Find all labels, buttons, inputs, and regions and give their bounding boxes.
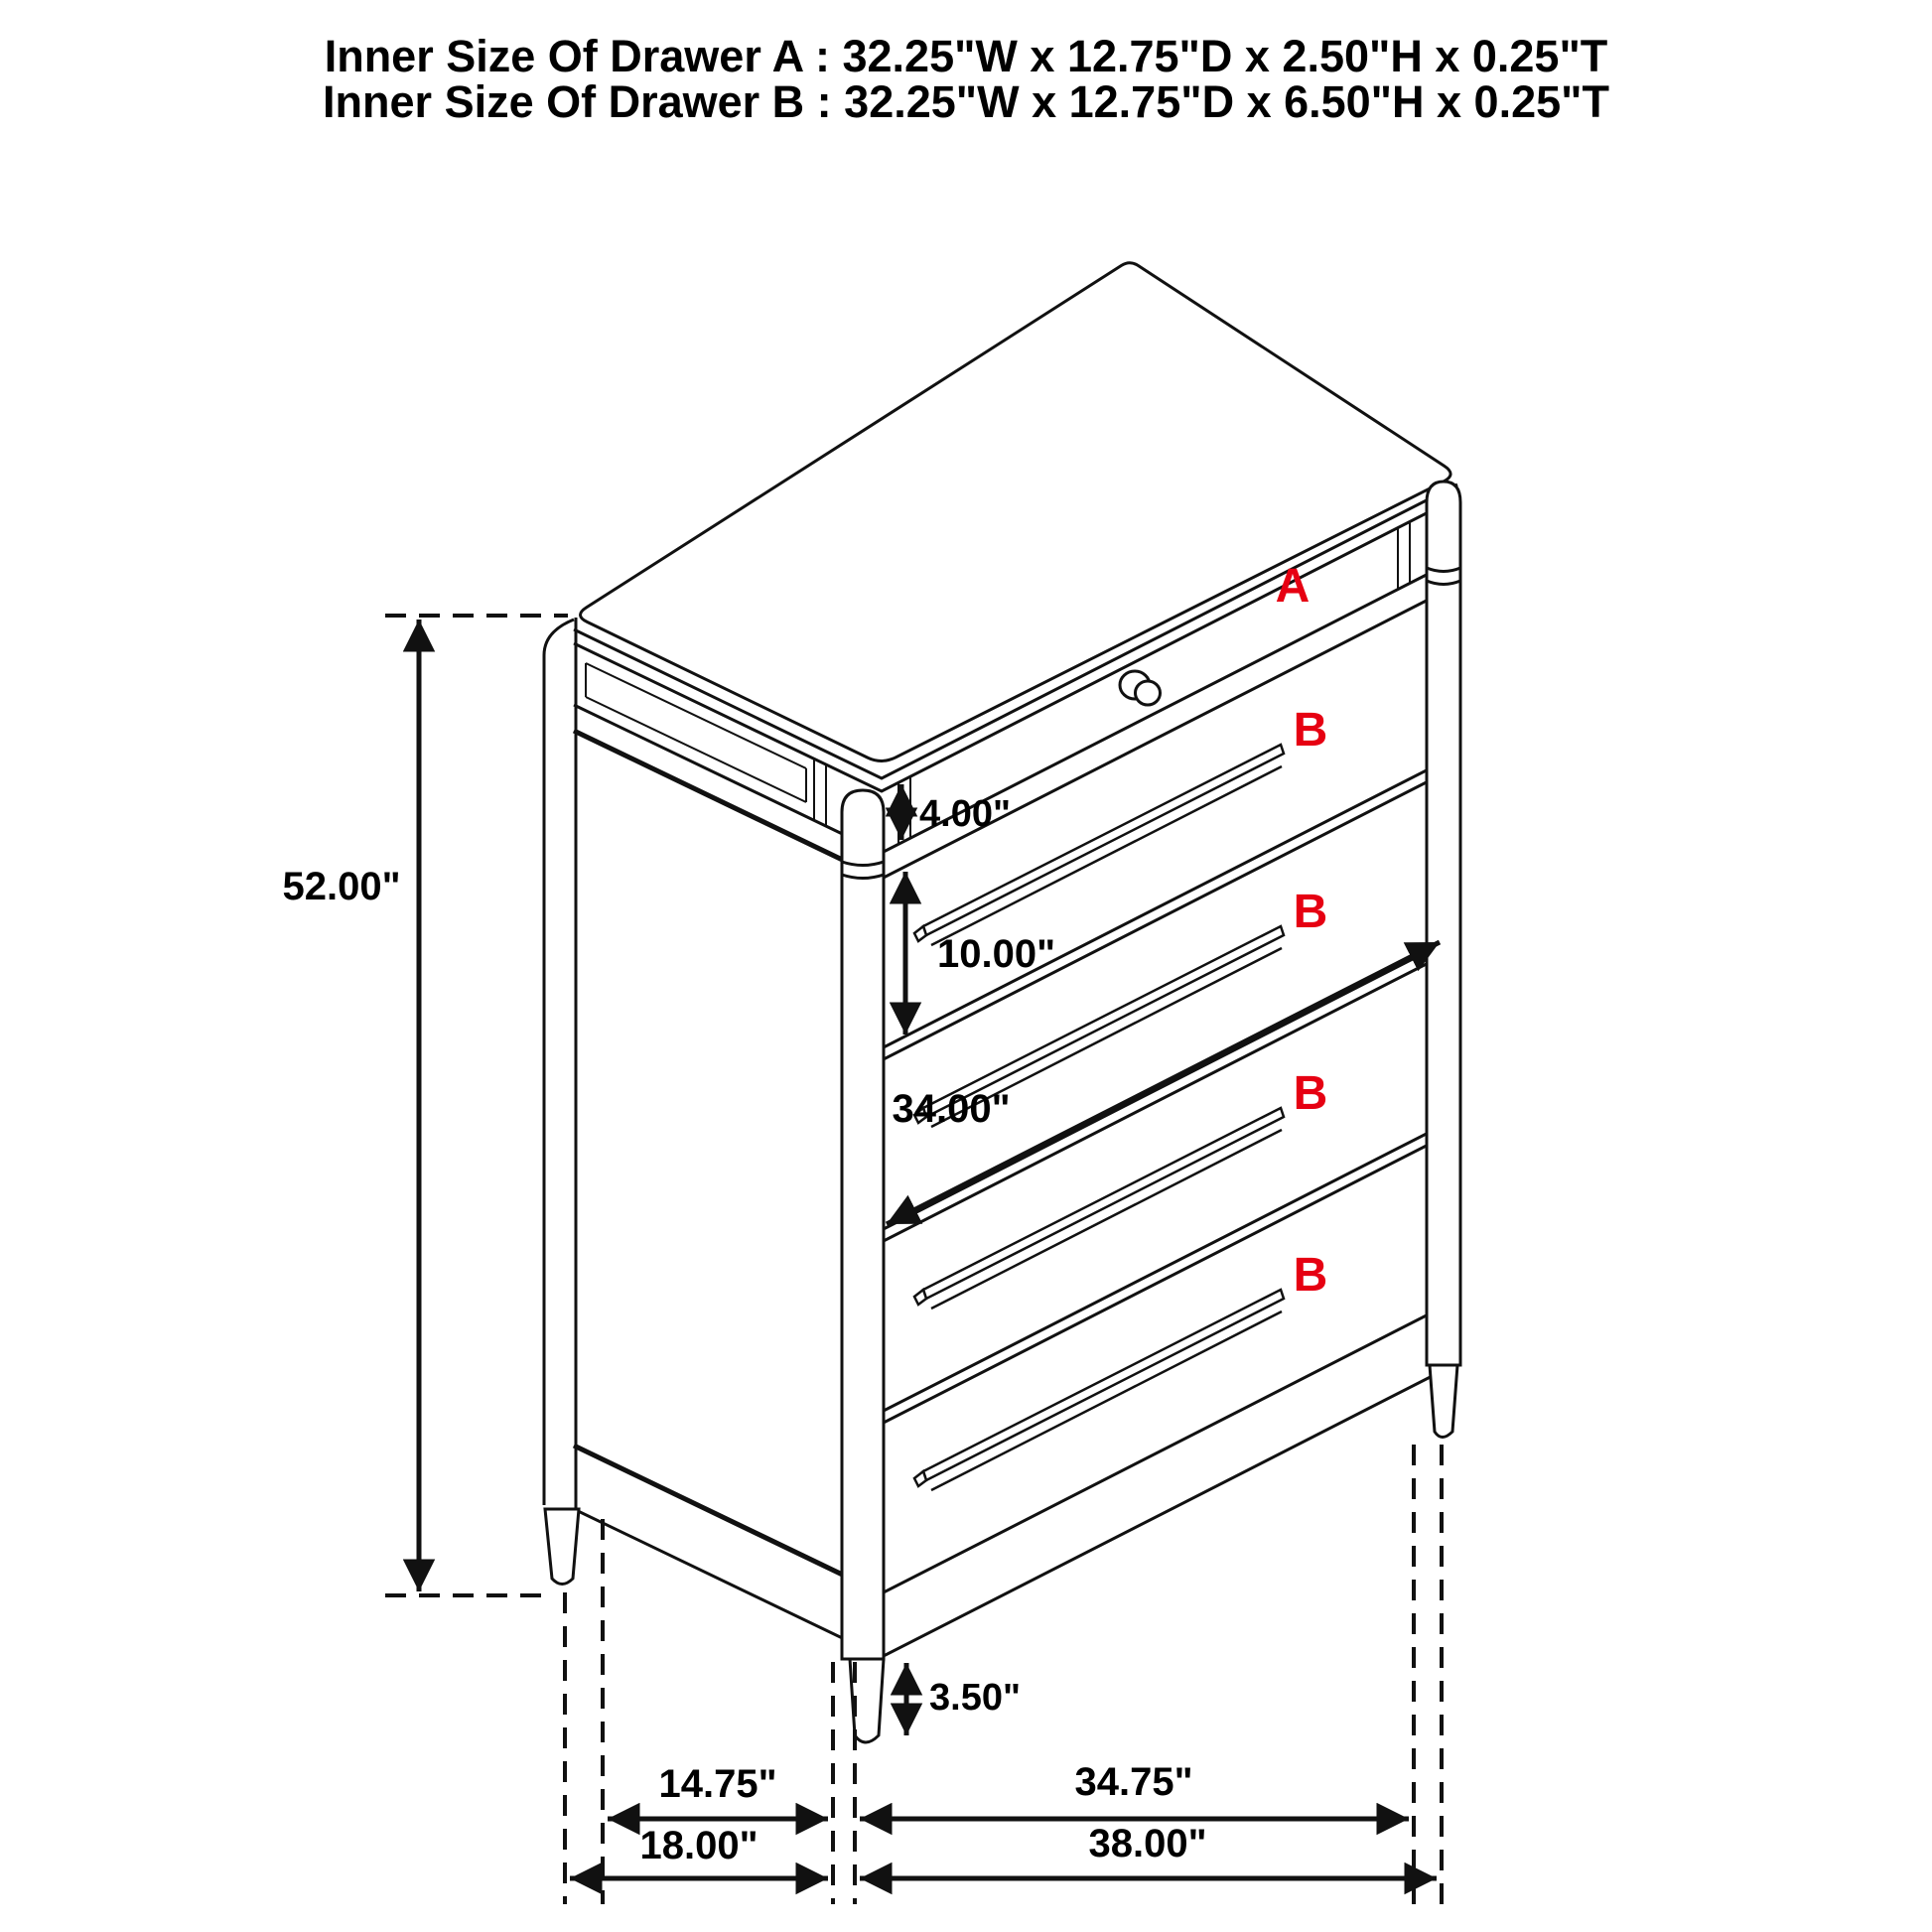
dim-leg-height: 3.50"	[929, 1677, 1021, 1719]
drawer-a-knob	[1120, 671, 1161, 705]
label-drawer-b4: B	[1293, 1249, 1328, 1302]
label-drawer-b2: B	[1293, 886, 1328, 938]
dim-drawer-width: 34.00"	[892, 1087, 1011, 1131]
handle-b1	[914, 745, 1284, 945]
dim-drawer-height: 10.00"	[937, 932, 1056, 976]
handle-b3	[914, 1108, 1284, 1309]
top-face	[581, 263, 1451, 761]
label-drawer-b3: B	[1293, 1067, 1328, 1120]
front-right-post	[1427, 482, 1460, 1365]
side-rails	[574, 705, 882, 1657]
dim-overall-height: 52.00"	[282, 865, 401, 908]
back-left-post	[544, 618, 576, 1509]
dim-depth-between-legs: 14.75"	[658, 1762, 777, 1806]
back-left-foot	[545, 1509, 579, 1585]
handle-b4	[914, 1290, 1284, 1490]
dim-width-overall: 38.00"	[1088, 1822, 1207, 1865]
dim-top-drawer-height: 4.00"	[919, 793, 1011, 835]
dim-depth-overall: 18.00"	[639, 1824, 759, 1867]
label-drawer-b1: B	[1293, 704, 1328, 757]
front-left-post	[842, 790, 884, 1659]
header-line-1: Inner Size Of Drawer A : 32.25"W x 12.75"D x 2.50"H x 0.25"T	[324, 31, 1608, 81]
dim-width-between-legs: 34.75"	[1074, 1760, 1193, 1804]
label-drawer-a: A	[1275, 560, 1311, 613]
header-line-2: Inner Size Of Drawer B : 32.25"W x 12.75"D x 6.50"H x 0.25"T	[323, 76, 1609, 127]
front-right-foot	[1430, 1365, 1457, 1438]
